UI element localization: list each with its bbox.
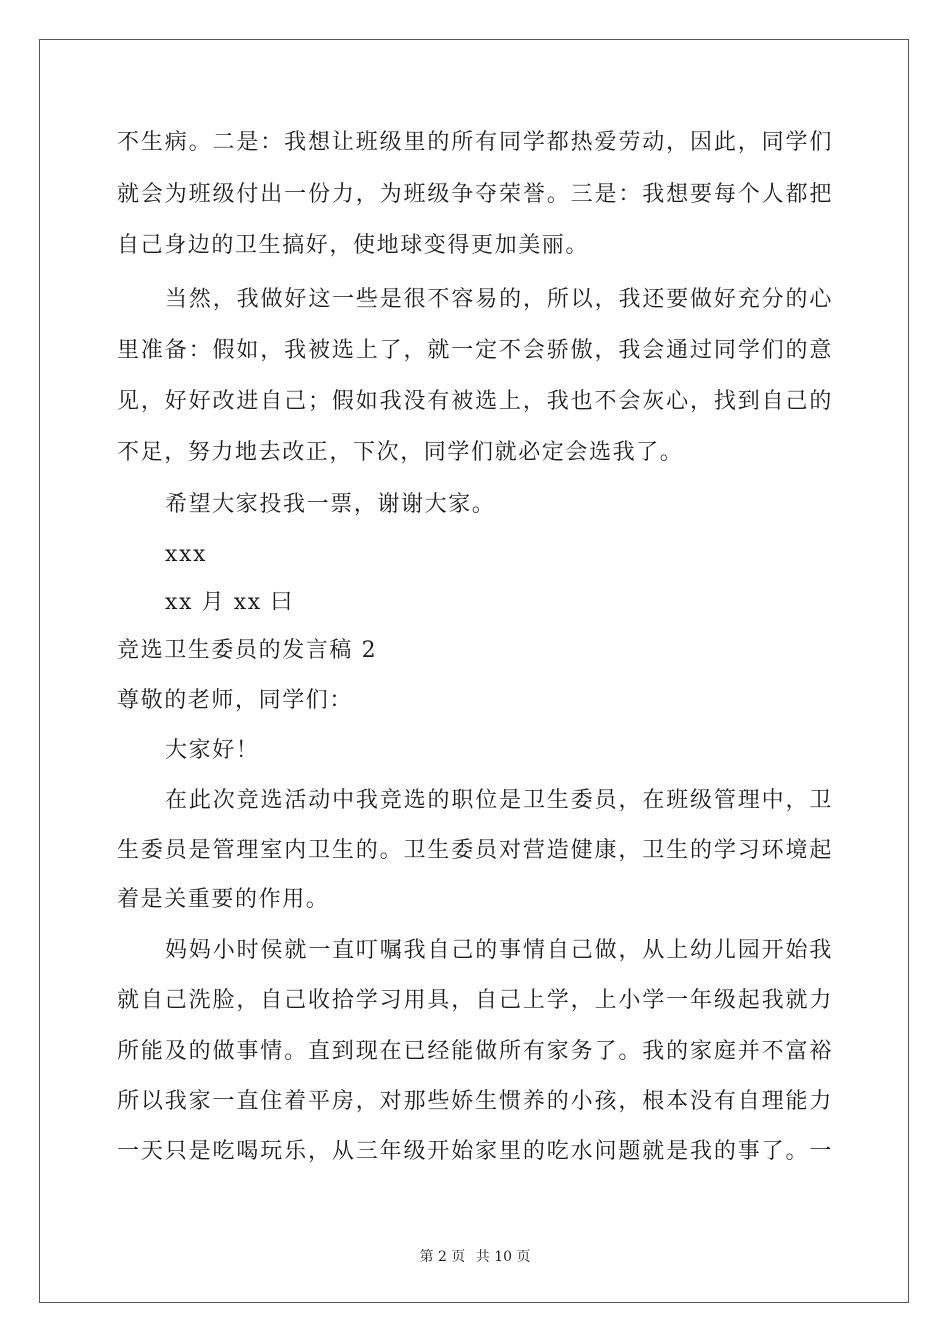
text-line: 生委员是管理室内卫生的。卫生委员对营造健康，卫生的学习环境起 bbox=[117, 838, 833, 863]
paragraph-start-line: 妈妈小时侯就一直叮嘱我自己的事情自己做，从上幼儿园开始我 bbox=[165, 938, 833, 963]
signature-name: xxx bbox=[165, 542, 208, 567]
greeting: 大家好！ bbox=[165, 738, 260, 763]
text-line: 所能及的做事情。直到现在已经能做所有家务了。我的家庭并不富裕 bbox=[117, 1039, 833, 1064]
text-line: 不足，努力地去改正，下次，同学们就必定会选我了。 bbox=[117, 440, 684, 465]
text-line: 自己身边的卫生搞好，使地球变得更加美丽。 bbox=[117, 233, 590, 258]
page-footer bbox=[0, 1248, 950, 1266]
text-line: 见，好好改进自己；假如我没有被选上，我也不会灰心，找到自己的 bbox=[117, 389, 833, 414]
page-number: 第 2 页 bbox=[419, 1249, 466, 1265]
text-line: 就会为班级付出一份力，为班级争夺荣誉。三是：我想要每个人都把 bbox=[117, 182, 833, 207]
text-line: 不生病。二是：我想让班级里的所有同学都热爱劳动，因此，同学们 bbox=[117, 130, 833, 155]
text-line: 一天只是吃喝玩乐，从三年级开始家里的吃水问题就是我的事了。一 bbox=[117, 1139, 833, 1164]
signature-date: xx 月 xx 曰 bbox=[165, 590, 295, 615]
paragraph-start-line: 当然，我做好这一些是很不容易的，所以，我还要做好充分的心 bbox=[165, 287, 833, 312]
salutation: 尊敬的老师，同学们： bbox=[117, 688, 354, 713]
total-pages: 共 10 页 bbox=[475, 1249, 531, 1265]
paragraph-start-line: 希望大家投我一票，谢谢大家。 bbox=[165, 492, 496, 517]
paragraph-start-line: 在此次竞选活动中我竞选的职位是卫生委员，在班级管理中，卫 bbox=[165, 788, 833, 813]
text-line: 就自己洗脸，自己收拾学习用具，自己上学，上小学一年级起我就力 bbox=[117, 988, 833, 1013]
text-line: 所以我家一直住着平房，对那些娇生惯养的小孩，根本没有自理能力 bbox=[117, 1089, 833, 1114]
text-line: 里准备：假如，我被选上了，就一定不会骄傲，我会通过同学们的意 bbox=[117, 338, 833, 363]
section-title: 竞选卫生委员的发言稿 2 bbox=[117, 638, 378, 663]
text-line: 着是关重要的作用。 bbox=[117, 887, 330, 912]
